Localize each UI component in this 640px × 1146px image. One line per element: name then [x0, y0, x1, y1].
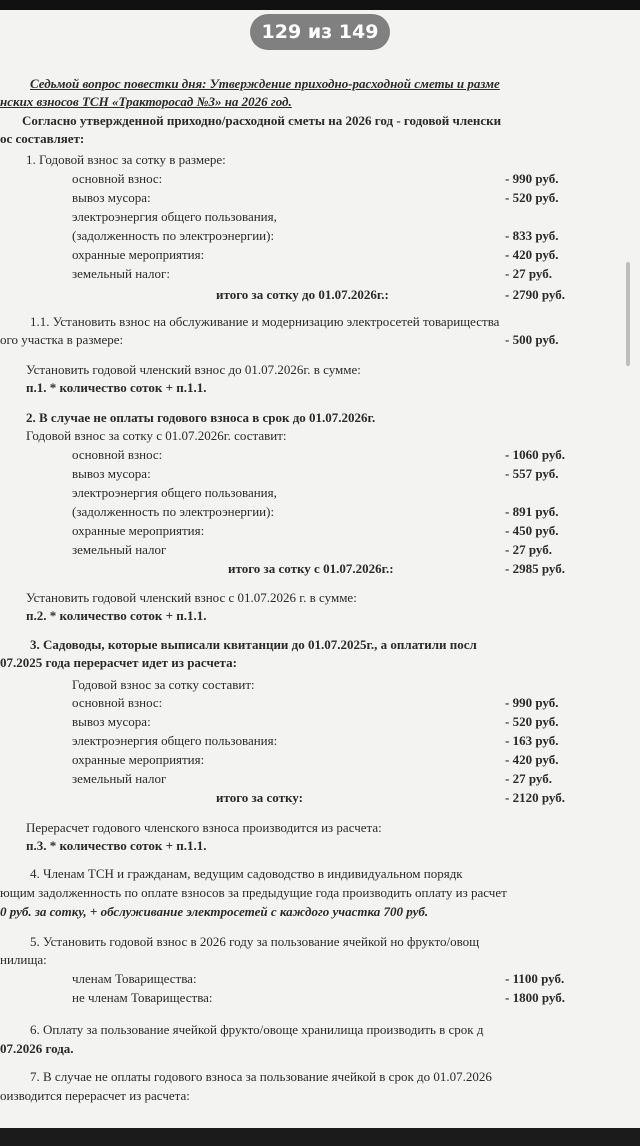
- section-1-annual-text: Установить годовой членский взнос до 01.07.2026г. в сумме:: [26, 362, 361, 377]
- agenda-item-title: Седьмой вопрос повестки дня: Утверждение приходно-расходной сметы и разме: [30, 76, 500, 91]
- line-item-amount: - 833 руб.: [505, 228, 559, 243]
- line-item-amount: - 520 руб.: [505, 190, 559, 205]
- line-item-amount: - 520 руб.: [505, 714, 559, 729]
- section-7-text-cont: оизводится перерасчет из расчета:: [0, 1088, 190, 1103]
- section-1-1-text-cont: ого участка в размере:: [0, 332, 124, 347]
- line-item-label: основной взнос:: [72, 695, 163, 710]
- line-item-label: основной взнос:: [72, 171, 163, 186]
- line-item-amount: - 1100 руб.: [505, 971, 565, 986]
- intro-text: Согласно утвержденной приходно/расходной сметы на 2026 год - годовой членски: [22, 113, 502, 128]
- line-item-label: электроэнергия общего пользования:: [72, 733, 278, 748]
- page-counter: 129 из 149: [250, 14, 390, 50]
- section-1-1-amount: - 500 руб.: [505, 332, 559, 347]
- line-item-label: земельный налог:: [72, 266, 170, 281]
- section-3-title-cont: 07.2025 года перерасчет идет из расчета:: [0, 655, 237, 670]
- section-2-formula: п.2. * количество соток + п.1.1.: [26, 608, 207, 623]
- line-item-amount: - 990 руб.: [505, 695, 559, 710]
- line-item-label: членам Товарищества:: [72, 971, 197, 986]
- section-4-text: 4. Членам ТСН и гражданам, ведущим садоводство в индивидуальном порядк: [30, 866, 463, 881]
- line-item-label: электроэнергия общего пользования,: [72, 209, 277, 224]
- line-item-amount: - 27 руб.: [505, 266, 552, 281]
- line-item-amount: - 27 руб.: [505, 771, 552, 786]
- section-3-title: 3. Садоводы, которые выписали квитанции до 01.07.2025г., а оплатили посл: [30, 637, 477, 652]
- line-item-amount: - 27 руб.: [505, 542, 552, 557]
- line-item-label: охранные мероприятия:: [72, 523, 205, 538]
- section-7-text: 7. В случае не оплаты годового взноса за пользование ячейкой в срок до 01.07.2026: [30, 1069, 492, 1084]
- line-item-label: вывоз мусора:: [72, 466, 151, 481]
- line-item-label: вывоз мусора:: [72, 714, 151, 729]
- section-2-total-amount: - 2985 руб.: [505, 561, 565, 576]
- section-3-total-label: итого за сотку:: [216, 790, 303, 805]
- line-item-label: электроэнергия общего пользования,: [72, 485, 277, 500]
- line-item-amount: - 450 руб.: [505, 523, 559, 538]
- section-1-title: 1. Годовой взнос за сотку в размере:: [26, 152, 226, 167]
- section-1-total-label: итого за сотку до 01.07.2026г.:: [216, 287, 389, 302]
- line-item-label: земельный налог: [72, 542, 167, 557]
- scrollbar-thumb[interactable]: [626, 262, 630, 366]
- status-bar: [0, 0, 640, 10]
- section-3-total-amount: - 2120 руб.: [505, 790, 565, 805]
- section-3-recalc-text: Перерасчет годового членского взноса производится из расчета:: [26, 820, 382, 835]
- section-3-subtitle: Годовой взнос за сотку составит:: [72, 677, 255, 692]
- line-item-label: охранные мероприятия:: [72, 247, 205, 262]
- line-item-amount: - 891 руб.: [505, 504, 559, 519]
- line-item-amount: - 163 руб.: [505, 733, 559, 748]
- line-item-label: (задолженность по электроэнергии):: [72, 228, 275, 243]
- line-item-label: охранные мероприятия:: [72, 752, 205, 767]
- line-item-amount: - 1060 руб.: [505, 447, 565, 462]
- section-1-1-text: 1.1. Установить взнос на обслуживание и модернизацию электросетей товарищества: [30, 314, 500, 329]
- section-2-subtitle: Годовой взнос за сотку с 01.07.2026г. составит:: [26, 428, 287, 443]
- section-5-text-cont: нилища:: [0, 952, 47, 967]
- section-2-total-label: итого за сотку с 01.07.2026г.:: [228, 561, 394, 576]
- section-1-formula: п.1. * количество соток + п.1.1.: [26, 380, 207, 395]
- section-4-text-cont: ющим задолженность по оплате взносов за предыдущие года производить оплату из расчет: [0, 885, 507, 900]
- section-5-text: 5. Установить годовой взнос в 2026 году за пользование ячейкой но фрукто/овощ: [30, 934, 480, 949]
- section-3-formula: п.3. * количество соток + п.1.1.: [26, 838, 207, 853]
- section-6-text-cont: 07.2026 года.: [0, 1041, 74, 1056]
- line-item-label: (задолженность по электроэнергии):: [72, 504, 275, 519]
- section-2-title: 2. В случае не оплаты годового взноса в срок до 01.07.2026г.: [26, 410, 376, 425]
- section-2-annual-text: Установить годовой членский взнос с 01.07.2026 г. в сумме:: [26, 590, 357, 605]
- line-item-amount: - 990 руб.: [505, 171, 559, 186]
- section-6-text: 6. Оплату за пользование ячейкой фрукто/овоще хранилища производить в срок д: [30, 1022, 484, 1037]
- line-item-amount: - 420 руб.: [505, 752, 559, 767]
- line-item-amount: - 1800 руб.: [505, 990, 565, 1005]
- line-item-label: не членам Товарищества:: [72, 990, 213, 1005]
- line-item-amount: - 557 руб.: [505, 466, 559, 481]
- line-item-label: вывоз мусора:: [72, 190, 151, 205]
- line-item-label: основной взнос:: [72, 447, 163, 462]
- line-item-label: земельный налог: [72, 771, 167, 786]
- intro-text-cont: ос составляет:: [0, 131, 85, 146]
- section-1-total-amount: - 2790 руб.: [505, 287, 565, 302]
- section-4-emphasis: 0 руб. за сотку, + обслуживание электросетей с каждого участка 700 руб.: [0, 904, 429, 919]
- navigation-bar: [0, 1128, 640, 1146]
- line-item-amount: - 420 руб.: [505, 247, 559, 262]
- agenda-item-title-cont: нских взносов ТСН «Тракторосад №3» на 2026 год.: [0, 94, 292, 109]
